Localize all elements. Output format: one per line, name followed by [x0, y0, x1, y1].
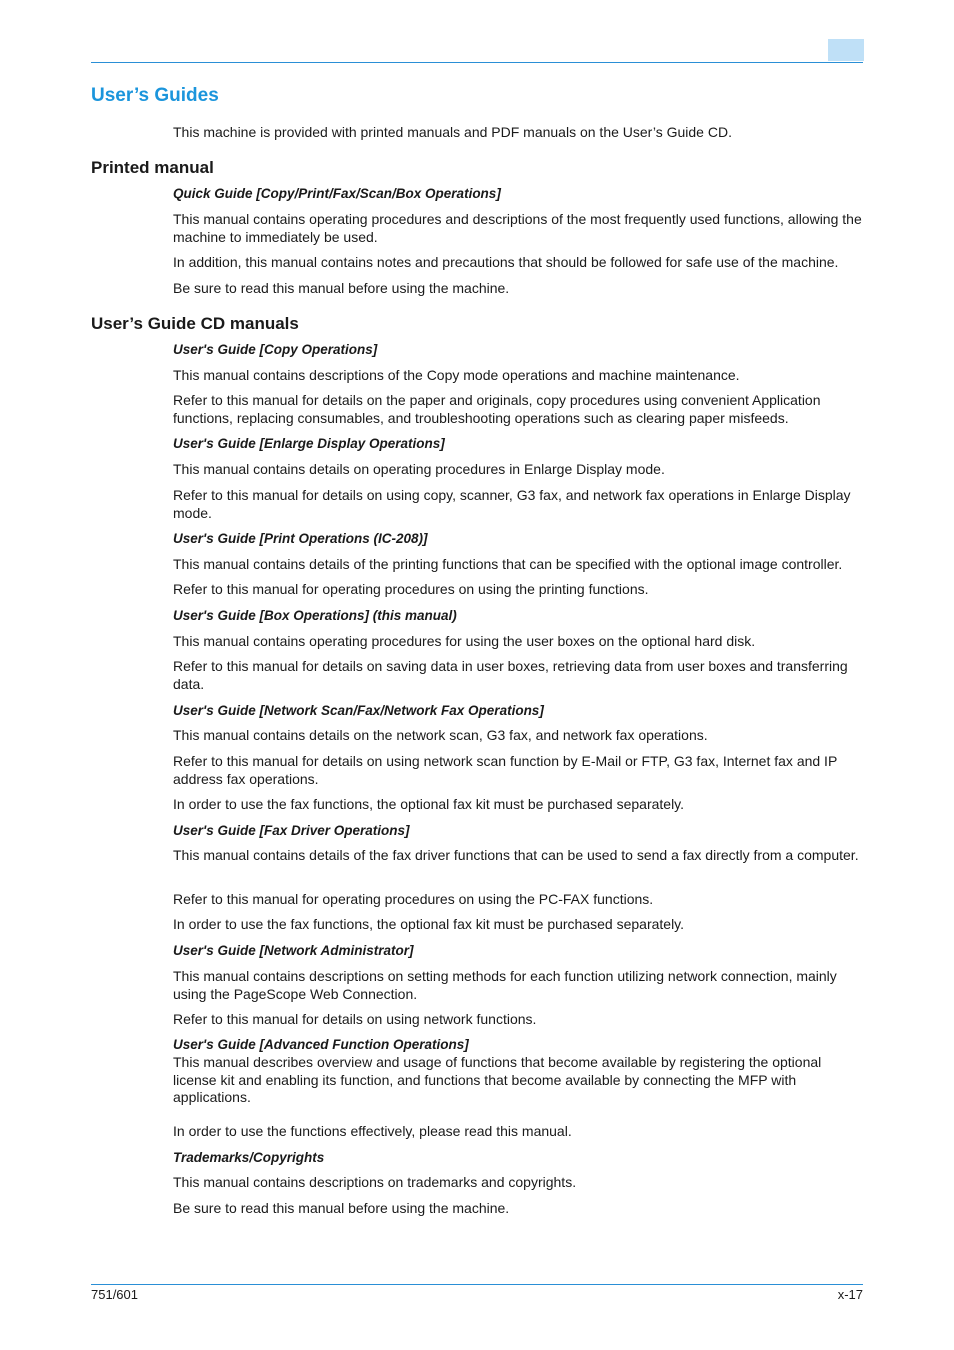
advanced-guide-title: User's Guide [Advanced Function Operations] [173, 1037, 469, 1052]
box-guide-text-2: Refer to this manual for details on saving data in user boxes, retrieving data from user boxes and transferring data. [173, 658, 848, 692]
trademarks-text-1: This manual contains descriptions on trademarks and copyrights. [173, 1174, 577, 1190]
netscan-guide-text-1: This manual contains details on the network scan, G3 fax, and network fax operations. [173, 727, 708, 743]
cd-manuals-heading: User’s Guide CD manuals [91, 314, 299, 333]
netscan-guide-text-3: In order to use the fax functions, the optional fax kit must be purchased separately. [173, 796, 685, 812]
copy-guide-text-2: Refer to this manual for details on the paper and originals, copy procedures using convenient Application functions, replacing consumables, and troubleshooting operations such as clearing paper misfeeds. [173, 392, 821, 426]
intro-text: This machine is provided with printed manuals and PDF manuals on the User’s Guide CD. [173, 124, 732, 140]
netadmin-guide-text-2: Refer to this manual for details on using network functions. [173, 1011, 537, 1027]
quick-guide-text-1: This manual contains operating procedures and descriptions of the most frequently used functions, allowing the machine to immediately be used. [173, 211, 862, 245]
trademarks-title: Trademarks/Copyrights [173, 1150, 325, 1165]
printed-manual-heading: Printed manual [91, 158, 214, 177]
enlarge-guide-text-1: This manual contains details on operating procedures in Enlarge Display mode. [173, 461, 665, 477]
netscan-guide-title: User's Guide [Network Scan/Fax/Network Fax Operations] [173, 703, 544, 718]
chapter-tab [828, 39, 864, 61]
netscan-guide-text-2: Refer to this manual for details on using network scan function by E-Mail or FTP, G3 fax, Internet fax and IP address fax operations. [173, 753, 838, 787]
footer-model: 751/601 [91, 1287, 138, 1302]
enlarge-guide-title: User's Guide [Enlarge Display Operations] [173, 436, 445, 451]
page-title: User’s Guides [91, 85, 219, 106]
advanced-guide-text-2: In order to use the functions effectively, please read this manual. [173, 1123, 572, 1139]
faxdriver-guide-title: User's Guide [Fax Driver Operations] [173, 823, 410, 838]
netadmin-guide-text-1: This manual contains descriptions on setting methods for each function utilizing network connection, mainly using the PageScope Web Connection. [173, 968, 837, 1002]
quick-guide-text-3: Be sure to read this manual before using the machine. [173, 280, 510, 296]
enlarge-guide-text-2: Refer to this manual for details on using copy, scanner, G3 fax, and network fax operations in Enlarge Display mode. [173, 487, 851, 521]
trademarks-text-2: Be sure to read this manual before using the machine. [173, 1200, 510, 1216]
faxdriver-guide-text-2: Refer to this manual for operating procedures on using the PC-FAX functions. [173, 891, 654, 907]
header-rule [91, 62, 863, 63]
box-guide-title: User's Guide [Box Operations] (this manual) [173, 608, 457, 623]
netadmin-guide-title: User's Guide [Network Administrator] [173, 943, 414, 958]
box-guide-text-1: This manual contains operating procedures for using the user boxes on the optional hard disk. [173, 633, 756, 649]
print-guide-text-1: This manual contains details of the printing functions that can be specified with the optional image controller. [173, 556, 843, 572]
footer-page-number: x-17 [837, 1287, 863, 1302]
print-guide-title: User's Guide [Print Operations (IC-208)] [173, 531, 428, 546]
copy-guide-title: User's Guide [Copy Operations] [173, 342, 378, 357]
print-guide-text-2: Refer to this manual for operating procedures on using the printing functions. [173, 581, 649, 597]
copy-guide-text-1: This manual contains descriptions of the Copy mode operations and machine maintenance. [173, 367, 740, 383]
quick-guide-title: Quick Guide [Copy/Print/Fax/Scan/Box Operations] [173, 186, 501, 201]
footer-rule [91, 1284, 863, 1285]
faxdriver-guide-text-1: This manual contains details of the fax driver functions that can be used to send a fax directly from a computer. [173, 847, 859, 863]
advanced-guide-text-1: This manual describes overview and usage of functions that become available by registering the optional license kit and enabling its function, and functions that become available by connecting the MFP with applications. [173, 1054, 822, 1105]
quick-guide-text-2: In addition, this manual contains notes and precautions that should be followed for safe use of the machine. [173, 254, 839, 270]
faxdriver-guide-text-3: In order to use the fax functions, the optional fax kit must be purchased separately. [173, 916, 685, 932]
